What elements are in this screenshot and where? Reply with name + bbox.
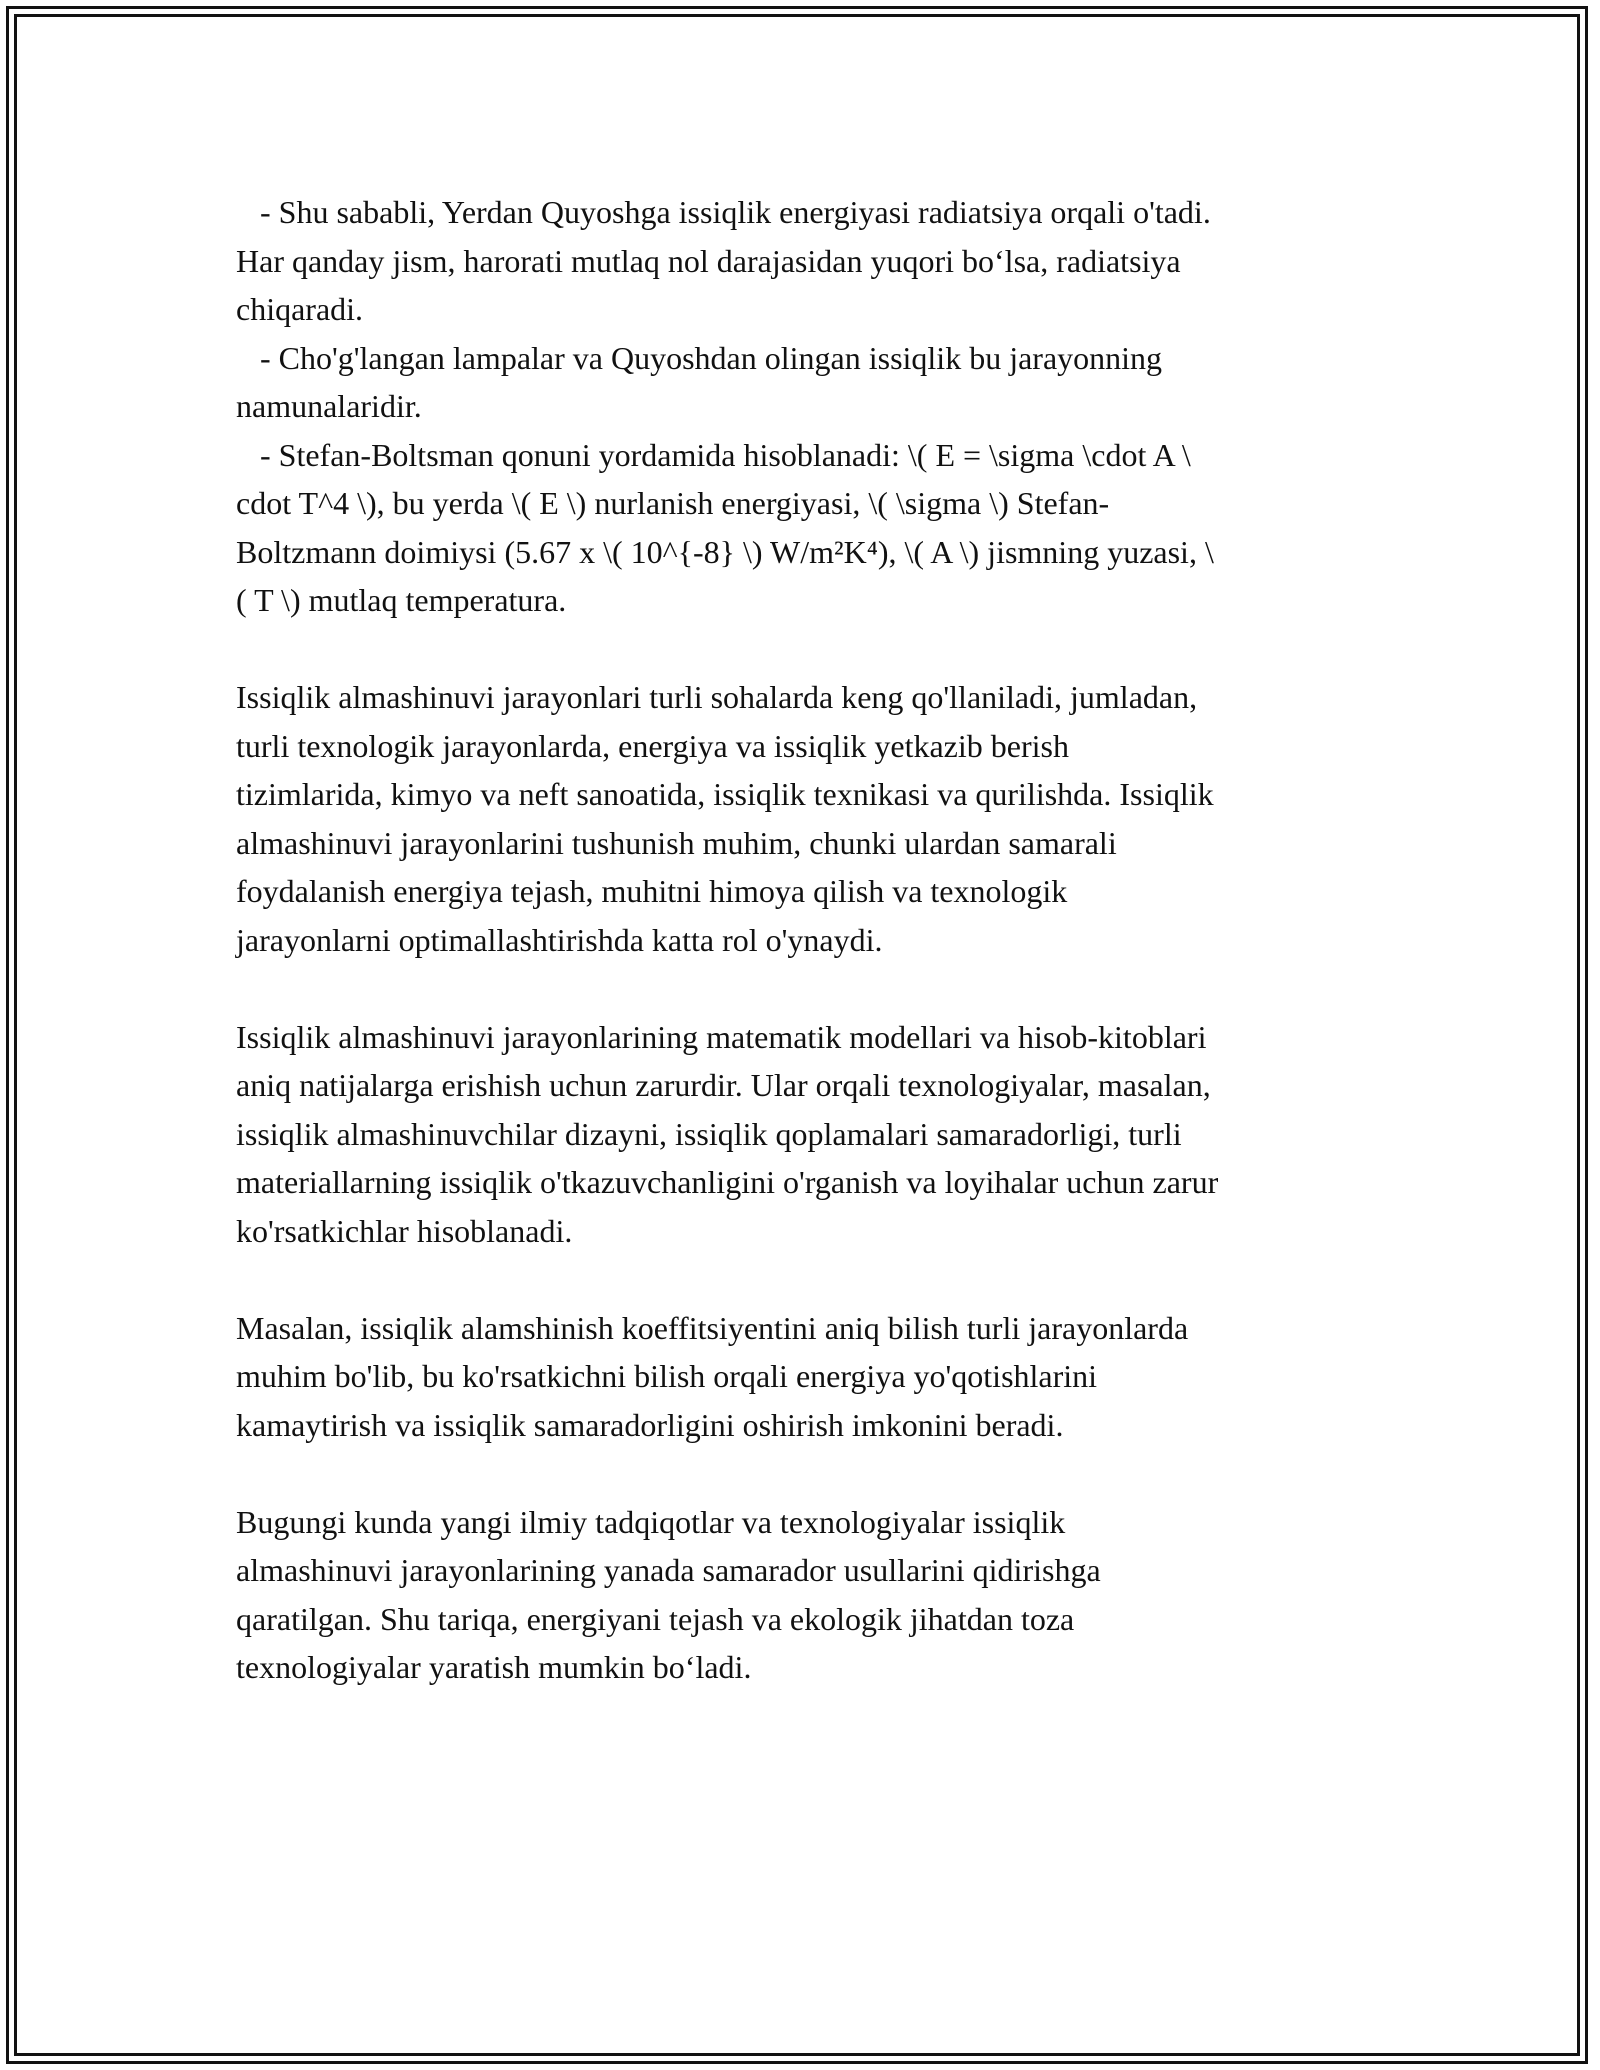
text-line: aniq natijalarga erishish uchun zarurdir. Ular orqali texnologiyalar, masalan, — [236, 1067, 1211, 1103]
text-line: Issiqlik almashinuvi jarayonlari turli sohalarda keng qo'llaniladi, jumladan, — [236, 679, 1198, 715]
paragraph-applications — [236, 673, 1366, 964]
document-body — [236, 188, 1366, 1692]
text-line: kamaytirish va issiqlik samaradorligini oshirish imkonini beradi. — [236, 1406, 1064, 1443]
paragraph-research — [236, 1498, 1366, 1692]
text-line: - Stefan-Boltsman qonuni yordamida hisoblanadi: \( E = \sigma \cdot A \ — [236, 436, 1191, 473]
text-line: tizimlarida, kimyo va neft sanoatida, issiqlik texnikasi va qurilishda. Issiqlik — [236, 776, 1214, 812]
text-line: turli texnologik jarayonlarda, energiya va issiqlik yetkazib berish — [236, 727, 1069, 764]
text-line: namunalaridir. — [236, 388, 422, 424]
text-line: Har qanday jism, harorati mutlaq nol darajasidan yuqori bo‘lsa, radiatsiya — [236, 242, 1181, 279]
text-line: chiqaradi. — [236, 291, 364, 327]
text-line: issiqlik almashinuvchilar dizayni, issiqlik qoplamalari samaradorligi, turli — [236, 1115, 1182, 1152]
paragraph-gap — [236, 964, 1366, 1013]
text-line: almashinuvi jarayonlarini tushunish muhim, chunki ulardan samarali — [236, 824, 1117, 861]
text-line: cdot T^4 \), bu yerda \( E \) nurlanish energiyasi, \( \sigma \) Stefan- — [236, 485, 1110, 521]
text-line: ( T \) mutlaq temperatura. — [236, 582, 567, 618]
text-line: almashinuvi jarayonlarining yanada samarador usullarini qidirishga — [236, 1552, 1101, 1588]
paragraph-gap — [236, 625, 1366, 674]
paragraph-models — [236, 1013, 1366, 1256]
text-line: - Cho'g'langan lampalar va Quyoshdan olingan issiqlik bu jarayonning — [236, 339, 1163, 376]
text-line: Boltzmann doimiysi (5.67 x \( 10^{-8} \) W/m²K⁴), \( A \) jismning yuzasi, \ — [236, 533, 1214, 570]
text-line: foydalanish energiya tejash, muhitni himoya qilish va texnologik — [236, 873, 1068, 909]
text-line: Masalan, issiqlik alamshinish koeffitsiyentini aniq bilish turli jarayonlarda — [236, 1309, 1189, 1346]
text-line: - Shu sababli, Yerdan Quyoshga issiqlik energiyasi radiatsiya orqali o'tadi. — [236, 194, 1211, 230]
text-line: jarayonlarni optimallashtirishda katta rol o'ynaydi. — [236, 921, 883, 958]
text-line: qaratilgan. Shu tariqa, energiyani tejash va ekologik jihatdan toza — [236, 1600, 1075, 1637]
text-line: materiallarning issiqlik o'tkazuvchanligini o'rganish va loyihalar uchun zarur — [236, 1164, 1219, 1200]
paragraph-gap — [236, 1449, 1366, 1498]
paragraph-gap — [236, 1255, 1366, 1304]
text-line: ko'rsatkichlar hisoblanadi. — [236, 1212, 573, 1249]
text-line: Bugungi kunda yangi ilmiy tadqiqotlar va texnologiyalar issiqlik — [236, 1503, 1066, 1540]
text-line: muhim bo'lib, bu ko'rsatkichni bilish orqali energiya yo'qotishlarini — [236, 1358, 1098, 1394]
text-line: Issiqlik almashinuvi jarayonlarining matematik modellari va hisob-kitoblari — [236, 1018, 1207, 1055]
text-line: texnologiyalar yaratish mumkin bo‘ladi. — [236, 1649, 752, 1685]
paragraph-example — [236, 1304, 1366, 1450]
radiation-list-block — [236, 188, 1366, 625]
